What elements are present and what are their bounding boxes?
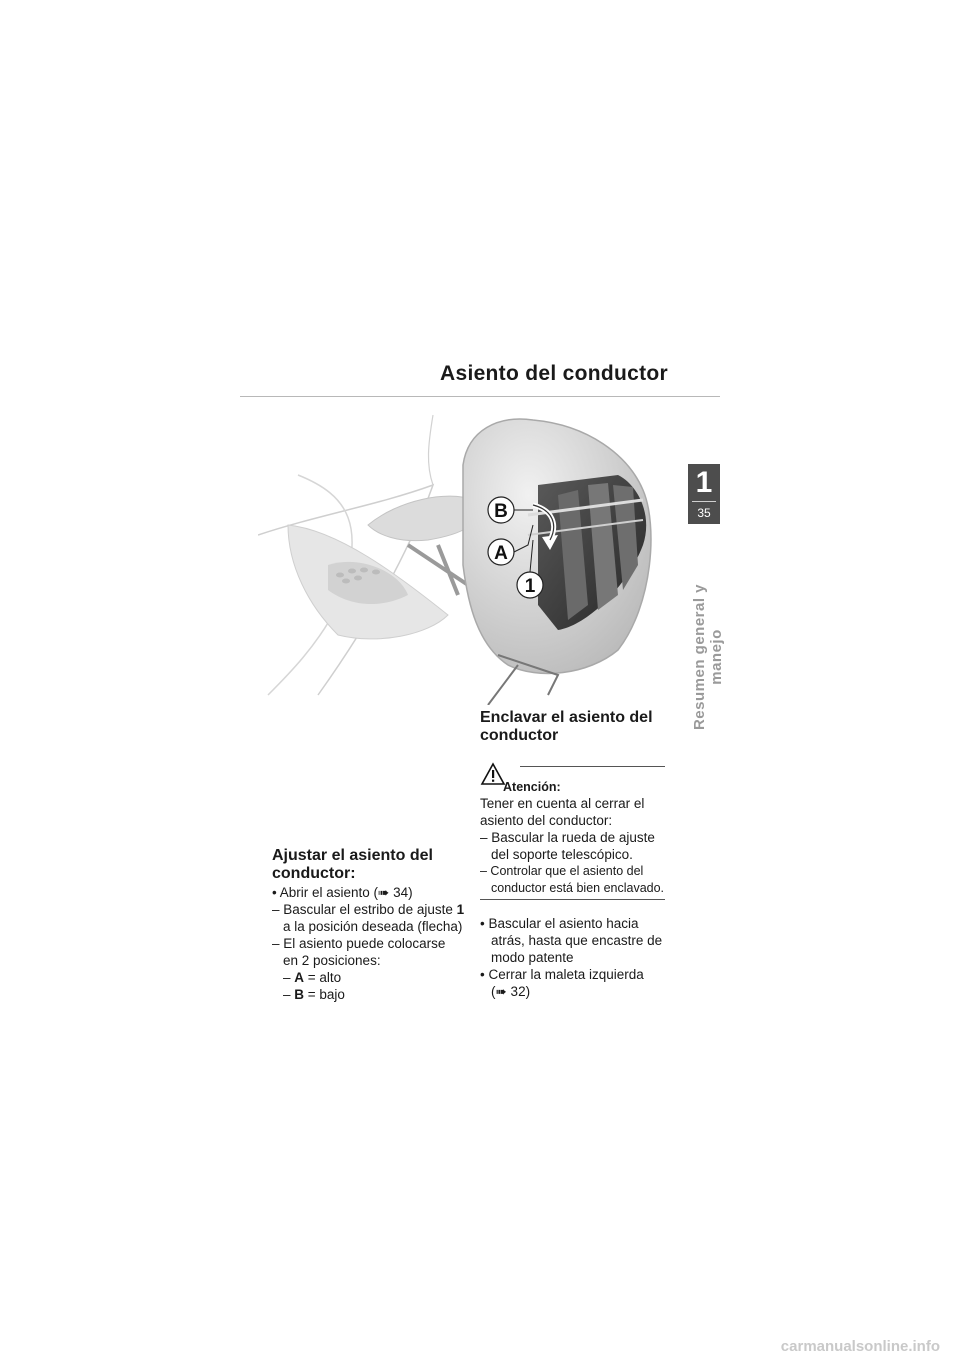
dash: – <box>283 987 295 1002</box>
warning-line: – Bascular la rueda de ajuste <box>480 830 655 845</box>
warning-bottom-rule <box>480 899 665 900</box>
callout-a: A <box>494 543 508 564</box>
step-line: – El asiento puede colocarse <box>272 936 446 951</box>
warning-line: del soporte telescópico. <box>491 847 633 862</box>
position-a: A <box>294 970 305 985</box>
right-heading-line1: Enclavar el asiento del <box>480 709 653 726</box>
step-line: (➠ 32) <box>491 984 531 999</box>
step-line <box>272 986 472 1003</box>
position-a-desc: = alto <box>304 970 342 985</box>
step-text: – Bascular el estribo de ajuste <box>272 902 457 917</box>
step-line: • Cerrar la maleta izquierda <box>480 967 644 982</box>
chapter-side-label: Resumen general y manejo <box>691 583 725 731</box>
position-b: B <box>294 987 305 1002</box>
reference-number: 1 <box>456 902 465 917</box>
step-line <box>272 969 472 986</box>
right-heading-line2: conductor <box>480 727 559 744</box>
page-number: 35 <box>697 506 711 520</box>
step-line: • Bascular el asiento hacia <box>480 916 639 931</box>
dash: – <box>283 970 295 985</box>
warning-line: Tener en cuenta al cerrar el <box>480 796 645 811</box>
left-section-heading-block <box>272 847 472 883</box>
warning-label: Atención: <box>503 780 561 794</box>
warning-line: conductor está bien enclavado. <box>491 881 665 895</box>
seat-adjustment-illustration <box>258 405 708 705</box>
chapter-number: 1 <box>695 466 713 499</box>
left-steps <box>272 884 472 1003</box>
left-heading-line1: Ajustar el asiento del <box>272 847 433 864</box>
warning-text <box>480 795 680 897</box>
callout-b: B <box>494 501 508 522</box>
watermark: carmanualsonline.info <box>780 1338 940 1355</box>
callout-1: 1 <box>524 576 536 597</box>
step-line: en 2 posiciones: <box>283 953 381 968</box>
right-section-heading-block <box>480 709 680 745</box>
step-line: • Abrir el asiento (➠ 34) <box>272 885 413 900</box>
step-line: modo patente <box>491 950 574 965</box>
step-line <box>272 901 472 918</box>
left-heading-line2: conductor: <box>272 865 356 882</box>
warning-top-rule <box>520 766 665 767</box>
title-divider <box>240 396 720 397</box>
right-steps <box>480 915 680 1000</box>
step-line: a la posición deseada (flecha) <box>283 919 463 934</box>
step-line: atrás, hasta que encastre de <box>491 933 663 948</box>
position-b-desc: = bajo <box>304 987 345 1002</box>
warning-line: – Controlar que el asiento del <box>480 864 644 878</box>
warning-line: asiento del conductor: <box>480 813 613 828</box>
page-title: Asiento del conductor <box>440 362 668 385</box>
